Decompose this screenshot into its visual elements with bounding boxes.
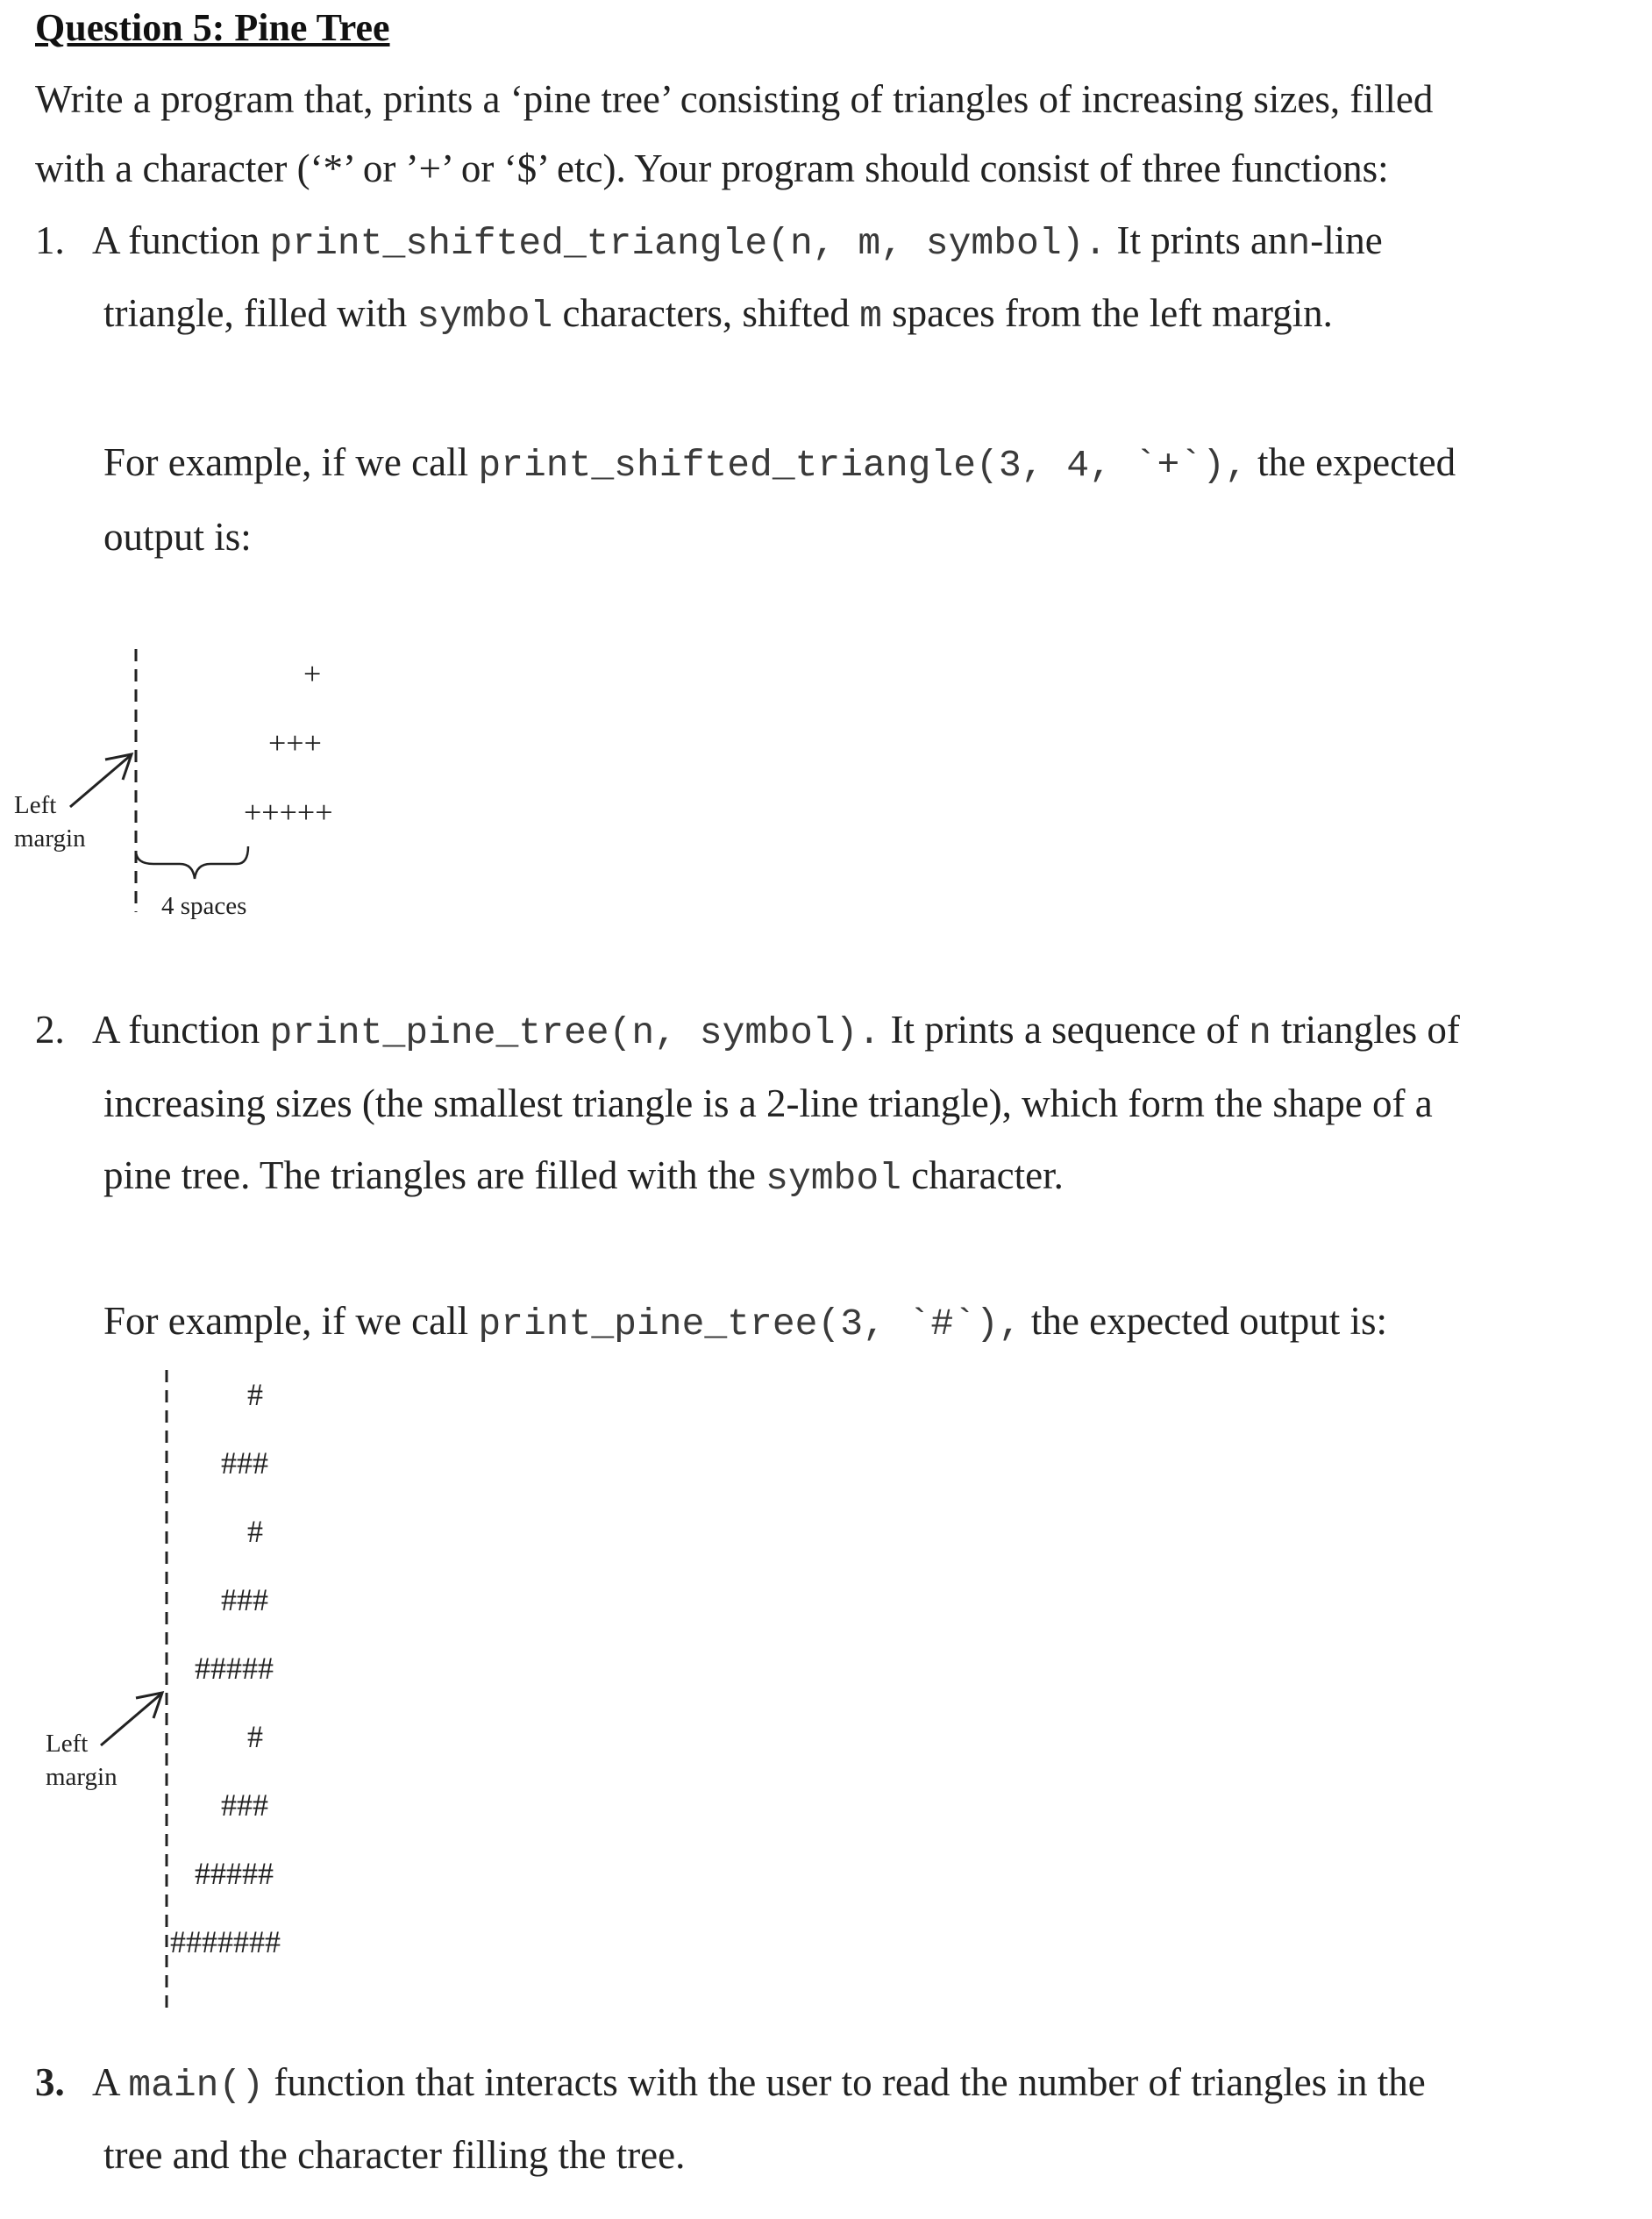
- tree-row: ###: [221, 1582, 268, 1617]
- item-2-line-2: increasing sizes (the smallest triangle is a 2-line triangle), which form the shape of a: [103, 1081, 1433, 1125]
- item-text: For example, if we call: [103, 1299, 469, 1343]
- code-inline: n: [1287, 222, 1311, 265]
- tree-row: #######: [170, 1924, 281, 1959]
- item-number: 2.: [35, 1008, 65, 1052]
- item-text: function that interacts with the user to read the number of triangles in the: [274, 2060, 1426, 2104]
- tree-row: ###: [221, 1445, 268, 1481]
- question-title: Question 5: Pine Tree: [35, 6, 390, 49]
- item-number: 3.: [35, 2060, 65, 2104]
- tree-row: #: [247, 1514, 263, 1549]
- item-text: A: [92, 2060, 119, 2104]
- spaces-label: 4 spaces: [161, 892, 247, 920]
- intro-line-2: with a character (‘*’ or ’+’ or ‘$’ etc). Your program should consist of three functions:: [35, 146, 1389, 190]
- example-call: print_shifted_triangle(3, 4, `+`),: [478, 444, 1248, 487]
- function-signature: print_shifted_triangle(n, m, symbol).: [269, 222, 1107, 265]
- left-margin-label: Left margin: [14, 791, 86, 853]
- code-inline: n: [1249, 1011, 1271, 1054]
- tree-row: #: [247, 1719, 263, 1754]
- tree-row: #: [247, 1377, 263, 1412]
- item-text: the expected output is:: [1030, 1299, 1388, 1343]
- triangle-row: +++++: [244, 795, 333, 830]
- tree-row: ###: [221, 1787, 268, 1823]
- item-text: triangle, filled with: [103, 291, 408, 335]
- code-inline: symbol: [417, 295, 553, 338]
- tree-row: #####: [195, 1856, 274, 1891]
- item-1-example-cont: output is:: [103, 515, 252, 559]
- item-text: spaces from the left margin.: [892, 291, 1333, 335]
- item-text: pine tree. The triangles are filled with the: [103, 1153, 756, 1197]
- function-signature: print_pine_tree(n, symbol).: [269, 1011, 881, 1054]
- margin-arrow: [101, 1695, 160, 1745]
- item-text: the expected: [1257, 440, 1456, 484]
- item-text: It prints a sequence of: [890, 1008, 1239, 1052]
- item-text: It prints an: [1116, 218, 1288, 262]
- item-number: 1.: [35, 218, 65, 262]
- item-text: triangles of: [1281, 1008, 1460, 1052]
- triangle-row: +: [303, 656, 322, 691]
- item-3: [35, 2060, 1426, 2107]
- triangle-row: +++: [268, 725, 322, 760]
- tree-row: #####: [195, 1651, 274, 1686]
- function-signature: main(): [128, 2064, 265, 2107]
- item-text: A function: [92, 1008, 260, 1052]
- item-text: -line: [1310, 218, 1383, 262]
- intro-line-1: Write a program that, prints a ‘pine tree’ consisting of triangles of increasing sizes, filled: [35, 77, 1434, 121]
- example-call: print_pine_tree(3, `#`),: [478, 1302, 1022, 1345]
- item-text: characters, shifted: [562, 291, 850, 335]
- code-inline: symbol: [765, 1157, 901, 1200]
- left-margin-label: Left margin: [46, 1730, 117, 1791]
- item-text: character.: [911, 1153, 1064, 1197]
- item-3-line-2: tree and the character filling the tree.: [103, 2133, 686, 2177]
- item-text: A function: [92, 218, 260, 262]
- item-text: For example, if we call: [103, 440, 469, 484]
- code-inline: m: [859, 295, 882, 338]
